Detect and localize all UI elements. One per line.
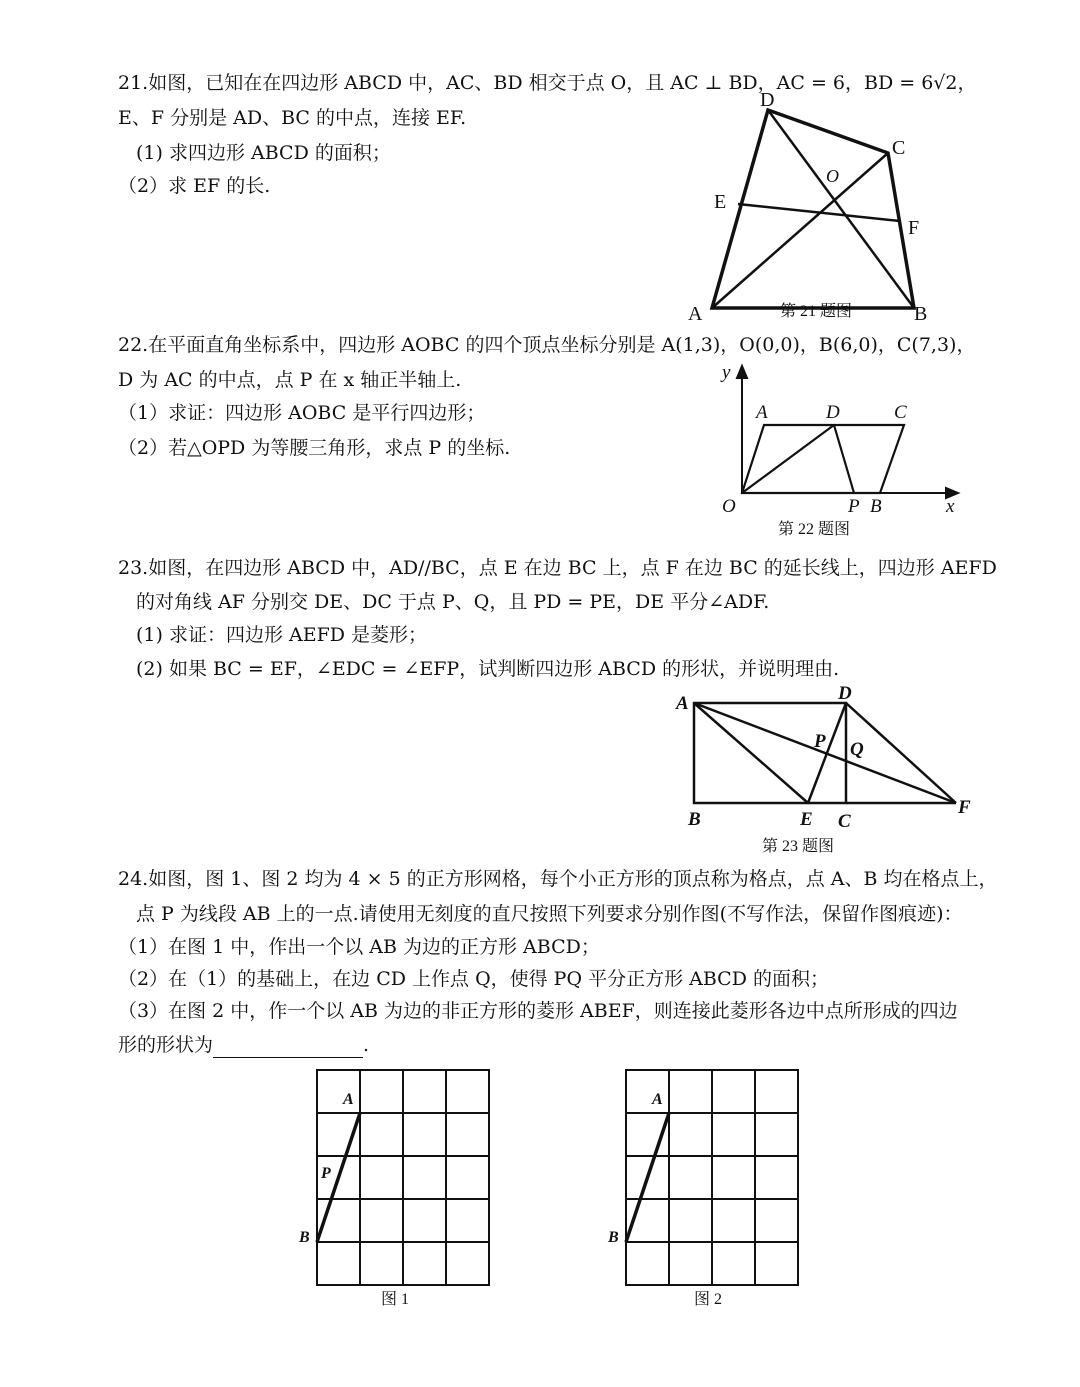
q22-sub2: （2）若△OPD 为等腰三角形，求点 P 的坐标.: [118, 437, 511, 459]
q22-parallelogram-aobc: [742, 425, 904, 493]
grid-1-label-p: P: [321, 1165, 331, 1182]
q21-quad-abcd: [712, 110, 914, 308]
grid-2-label-a: A: [652, 1091, 663, 1108]
q23-diagonal-af: [694, 703, 956, 803]
q21-line1: 21.如图，已知在在四边形 ABCD 中，AC、BD 相交于点 O，且 AC ⊥ BD，AC = 6，BD = 6√2，: [118, 72, 977, 94]
q23-sub1: (1) 求证：四边形 AEFD 是菱形；: [136, 624, 428, 646]
q23-label-a: A: [676, 693, 689, 714]
q23-line1: 23.如图，在四边形 ABCD 中，AD//BC，点 E 在边 BC 上，点 F 在边 BC 的延长线上，四边形 AEFD: [118, 557, 997, 579]
q23-line2: 的对角线 AF 分别交 DE、DC 于点 P、Q，且 PD = PE，DE 平分∠ADF.: [136, 591, 770, 613]
q24-line1: 24.如图，图 1、图 2 均为 4 × 5 的正方形网格，每个小正方形的顶点称为格点，点 A、B 均在格点上，: [118, 868, 998, 890]
q21-label-o: O: [826, 166, 839, 186]
q24-figure-2: [604, 1060, 814, 1310]
q24-sub1: （1）在图 1 中，作出一个以 AB 为边的正方形 ABCD；: [118, 936, 600, 958]
q23-label-q: Q: [850, 739, 864, 760]
q22-figure: [700, 360, 970, 545]
q22-label-a: A: [756, 402, 768, 423]
q24-line2: 点 P 为线段 AB 上的一点.请使用无刻度的直尺按照下列要求分别作图(不写作法，保留作图痕迹)：: [136, 903, 963, 925]
answer-blank[interactable]: [213, 1039, 363, 1058]
q21-label-a: A: [688, 303, 703, 325]
q22-label-c: C: [894, 402, 907, 423]
q22-label-b: B: [870, 496, 882, 517]
q21-caption: 第 21 题图: [780, 303, 853, 320]
q22-label-d: D: [826, 402, 840, 423]
q24-sub3-period: .: [363, 1034, 370, 1056]
q22-label-o: O: [722, 496, 736, 517]
q22-line1: 22.在平面直角坐标系中，四边形 AOBC 的四个顶点坐标分别是 A(1,3)，O(0,0)，B(6,0)，C(7,3)，: [118, 334, 976, 356]
q21-sub2: （2）求 EF 的长.: [118, 175, 271, 197]
q22-label-x: x: [946, 496, 955, 517]
q21-line2: E、F 分别是 AD、BC 的中点，连接 EF.: [118, 107, 467, 129]
q23-label-d: D: [838, 685, 852, 704]
q21-label-f: F: [908, 217, 920, 239]
grid-1-label-a: A: [343, 1091, 354, 1108]
q22-segment-dp: [834, 425, 854, 493]
q21-label-e: E: [714, 191, 727, 213]
q21-label-d: D: [760, 89, 775, 111]
grid-1-label-b: B: [299, 1229, 310, 1246]
q24-sub3: （3）在图 2 中，作一个以 AB 为边的非正方形的菱形 ABEF，则连接此菱形各边中点所形成的四边: [118, 1000, 958, 1022]
q22-sub1: （1）求证：四边形 AOBC 是平行四边形；: [118, 402, 486, 424]
q21-label-b: B: [914, 303, 928, 325]
q23-figure: [670, 685, 980, 860]
q22-line2: D 为 AC 的中点，点 P 在 x 轴正半轴上.: [118, 369, 462, 391]
grid-1-caption: 图 1: [381, 1291, 410, 1308]
grid-2-segment-ab: [626, 1113, 669, 1242]
q24-figure-1: [295, 1060, 505, 1310]
q22-caption: 第 22 题图: [778, 521, 851, 538]
q22-y-arrow: [737, 366, 747, 378]
q23-segment-ae: [694, 703, 808, 803]
grid-2-label-b: B: [608, 1229, 619, 1246]
q23-caption: 第 23 题图: [762, 838, 835, 855]
q23-label-e: E: [800, 809, 813, 830]
q24-sub2: （2）在（1）的基础上，在边 CD 上作点 Q，使得 PQ 平分正方形 ABCD 的面积；: [118, 968, 829, 990]
q21-figure: [680, 88, 960, 328]
q21-diagonal-ac: [712, 153, 888, 308]
q23-label-b: B: [688, 809, 701, 830]
q23-label-f: F: [958, 797, 971, 818]
q24-sub3-continued: [118, 1032, 369, 1058]
q23-sub2: (2) 如果 BC = EF，∠EDC = ∠EFP，试判断四边形 ABCD 的形状，并说明理由.: [136, 658, 840, 680]
q21-label-c: C: [892, 137, 906, 159]
q22-segment-od: [742, 425, 834, 493]
q21-sub1: (1) 求四边形 ABCD 的面积；: [136, 142, 391, 164]
q21-segment-ef: [738, 204, 900, 221]
q22-label-y: y: [722, 362, 731, 383]
q23-label-c: C: [838, 811, 851, 832]
q23-label-p: P: [814, 731, 826, 752]
grid-2-caption: 图 2: [694, 1291, 723, 1308]
q22-label-p: P: [848, 496, 860, 517]
q24-sub3b-text: 形的形状为: [118, 1034, 214, 1056]
